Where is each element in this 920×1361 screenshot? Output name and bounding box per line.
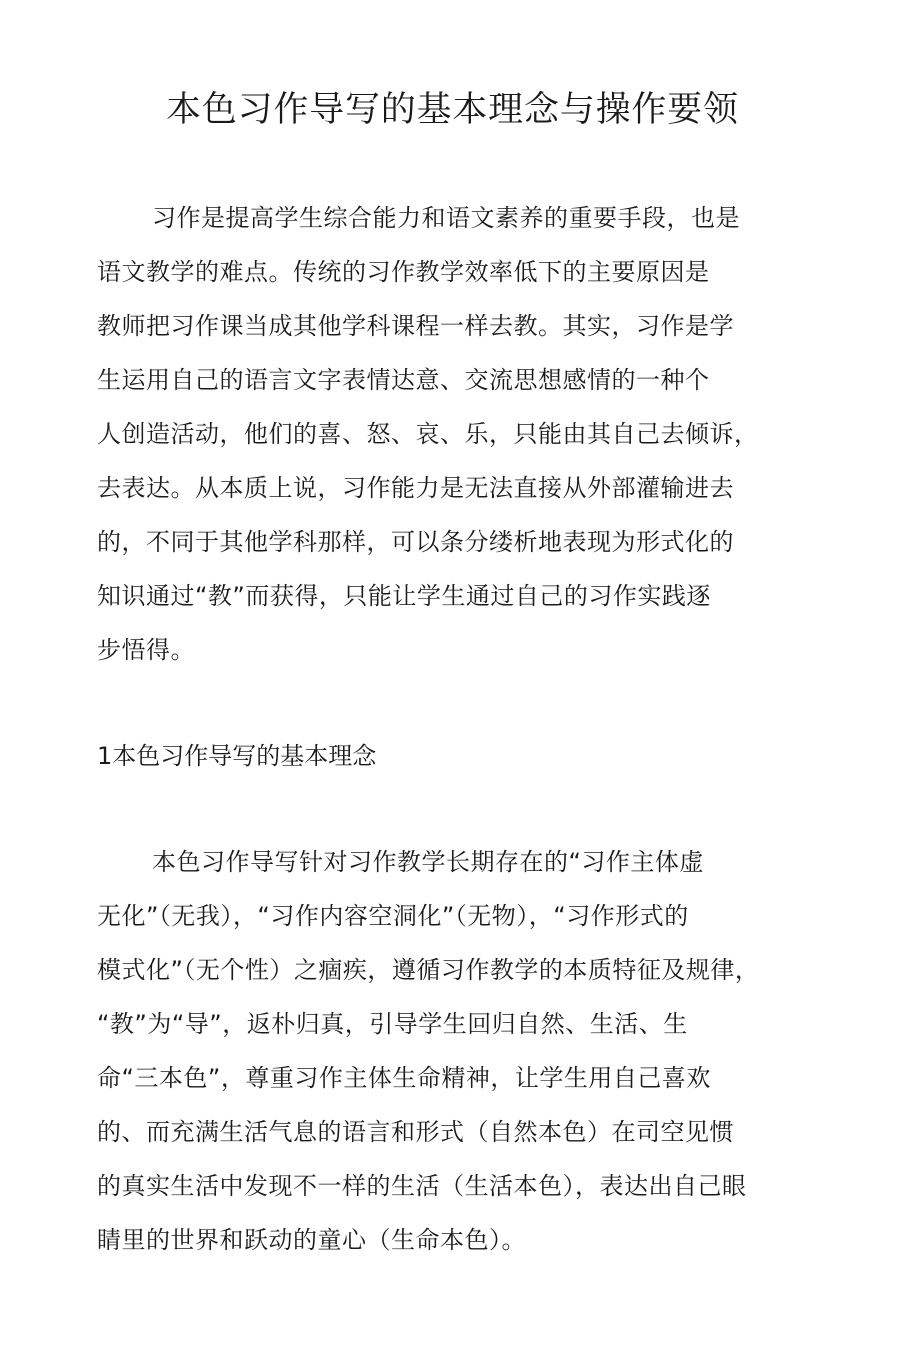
- paragraph-1-line-8: 知识通过“教”而获得，只能让学生通过自己的习作实践逐: [97, 582, 711, 610]
- paragraph-1-line-1: 习作是提高学生综合能力和语文素养的重要手段，也是: [152, 204, 740, 232]
- paragraph-2-line-3: 模式化”（无个性）之痼疾，遵循习作教学的本质特征及规律，: [97, 956, 760, 984]
- paragraph-2-line-4: “教”为“导”，返朴归真，引导学生回归自然、生活、生: [97, 1010, 688, 1038]
- paragraph-1-line-3: 教师把习作课当成其他学科课程一样去教。其实，习作是学: [97, 312, 734, 340]
- section-heading: 1本色习作导写的基本理念: [97, 742, 377, 770]
- paragraph-2-line-7: 的真实生活中发现不一样的生活（生活本色），表达出自己眼: [97, 1172, 747, 1200]
- paragraph-2-line-6: 的、而充满生活气息的语言和形式（自然本色）在司空见惯: [97, 1118, 734, 1146]
- paragraph-2-line-8: 睛里的世界和跃动的童心（生命本色）。: [97, 1226, 526, 1254]
- paragraph-2-line-1: 本色习作导写针对习作教学长期存在的“习作主体虚: [152, 848, 704, 876]
- paragraph-1-line-5: 人创造活动，他们的喜、怒、哀、乐，只能由其自己去倾诉，: [97, 420, 759, 448]
- paragraph-2-line-5: 命“三本色”，尊重习作主体生命精神，让学生用自己喜欢: [97, 1064, 711, 1092]
- document-title: 本色习作导写的基本理念与操作要领: [166, 90, 739, 130]
- paragraph-1-line-6: 去表达。从本质上说，习作能力是无法直接从外部灌输进去: [97, 474, 734, 502]
- paragraph-2-line-2: 无化”（无我），“习作内容空洞化”（无物），“习作形式的: [97, 902, 689, 930]
- paragraph-1-line-2: 语文教学的难点。传统的习作教学效率低下的主要原因是: [97, 258, 710, 286]
- paragraph-1-line-9: 步悟得。: [97, 636, 195, 664]
- paragraph-1-line-4: 生运用自己的语言文字表情达意、交流思想感情的一种个: [97, 366, 710, 394]
- paragraph-1-line-7: 的，不同于其他学科那样，可以条分缕析地表现为形式化的: [97, 528, 734, 556]
